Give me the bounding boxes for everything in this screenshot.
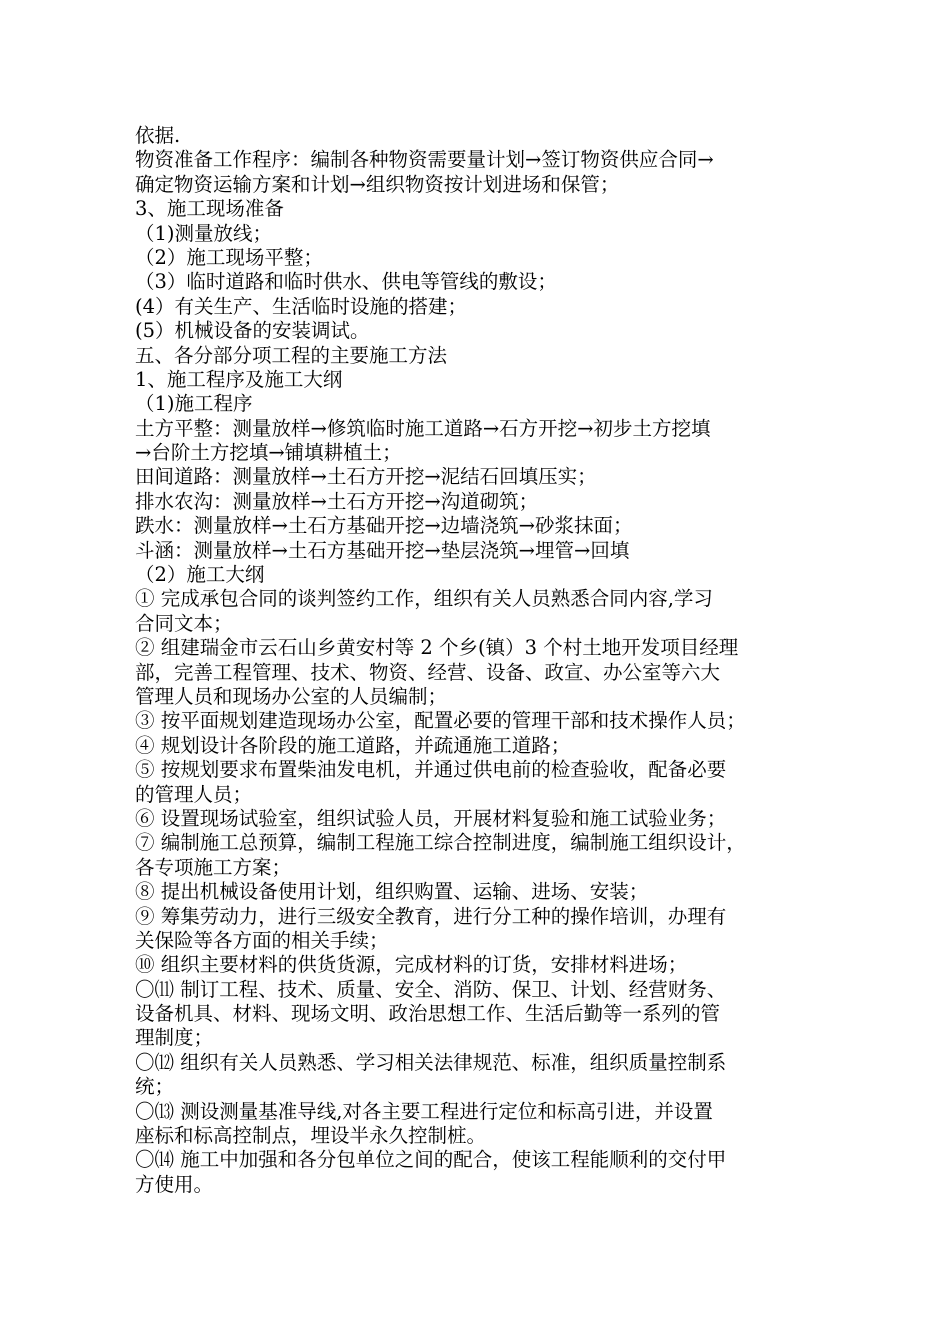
- list-item: （1)测量放线；: [135, 221, 273, 245]
- text-line: 田间道路：测量放样→土石方开挖→泥结石回填压实；: [135, 465, 597, 489]
- list-item-continuation: 统；: [135, 1075, 175, 1099]
- list-item: ⑤ 按规划要求布置柴油发电机，并通过供电前的检查验收，配备必要: [135, 758, 727, 782]
- section-heading: 1、施工程序及施工大纲: [135, 367, 343, 391]
- list-item: （2）施工现场平整；: [135, 245, 323, 269]
- text-line: →台阶土方挖填→铺填耕植土；: [135, 441, 402, 465]
- list-item-continuation: 管理人员和现场办公室的人员编制；: [135, 684, 448, 708]
- text-line: 排水农沟：测量放样→土石方开挖→沟道砌筑；: [135, 489, 539, 513]
- list-item: 〇⑿ 组织有关人员熟悉、学习相关法律规范、标准，组织质量控制系: [135, 1050, 727, 1074]
- list-item-continuation: 部，完善工程管理、技术、物资、经营、设备、政宣、办公室等六大: [135, 660, 721, 684]
- list-item: 〇⒁ 施工中加强和各分包单位之间的配合，使该工程能顺利的交付甲: [135, 1148, 727, 1172]
- list-item: ① 完成承包合同的谈判签约工作，组织有关人员熟悉合同内容,学习: [135, 587, 713, 611]
- subsection-heading: （2）施工大纲: [135, 563, 265, 587]
- document-body: [135, 124, 825, 1197]
- list-item: （3）临时道路和临时供水、供电等管线的敷设；: [135, 270, 557, 294]
- list-item-continuation: 各专项施工方案；: [135, 855, 292, 879]
- list-item: ⑨ 筹集劳动力，进行三级安全教育，进行分工种的操作培训，办理有: [135, 904, 727, 928]
- text-line: 跌水：测量放样→土石方基础开挖→边墙浇筑→砂浆抹面；: [135, 514, 633, 538]
- list-item: ⑧ 提出机械设备使用计划，组织购置、运输、进场、安装；: [135, 880, 649, 904]
- list-item-continuation: 设备机具、材料、现场文明、政治思想工作、生活后勤等一系列的管: [135, 1002, 721, 1026]
- list-item: 〇⒀ 测设测量基准导线,对各主要工程进行定位和标高引进，并设置: [135, 1099, 713, 1123]
- list-item: ⑥ 设置现场试验室，组织试验人员，开展材料复验和施工试验业务；: [135, 806, 727, 830]
- list-item-continuation: 理制度；: [135, 1026, 214, 1050]
- list-item-continuation: 关保险等各方面的相关手续；: [135, 928, 389, 952]
- section-heading: 3、施工现场准备: [135, 197, 284, 221]
- list-item: ⑩ 组织主要材料的供货货源，完成材料的订货，安排材料进场；: [135, 953, 688, 977]
- text-line: 物资准备工作程序：编制各种物资需要量计划→签订物资供应合同→: [135, 148, 714, 172]
- list-item: ④ 规划设计各阶段的施工道路，并疏通施工道路；: [135, 733, 571, 757]
- list-item-continuation: 方使用。: [135, 1172, 214, 1196]
- section-heading: 五、各分部分项工程的主要施工方法: [135, 343, 448, 367]
- list-item: ③ 按平面规划建造现场办公室，配置必要的管理干部和技术操作人员；: [135, 709, 746, 733]
- list-item: (5）机械设备的安装调试。: [135, 319, 370, 343]
- text-line: 斗涵：测量放样→土石方基础开挖→垫层浇筑→埋管→回填: [135, 538, 630, 562]
- list-item: 〇⑾ 制订工程、技术、质量、安全、消防、保卫、计划、经营财务、: [135, 977, 727, 1001]
- list-item: ② 组建瑞金市云石山乡黄安村等 2 个乡(镇）3 个村土地开发项目经理: [135, 636, 739, 660]
- list-item-continuation: 合同文本；: [135, 611, 233, 635]
- subsection-heading: （1)施工程序: [135, 392, 253, 416]
- text-line: 依据.: [135, 124, 181, 147]
- list-item-continuation: 的管理人员；: [135, 782, 253, 806]
- list-item-continuation: 座标和标高控制点，埋设半永久控制桩。: [135, 1124, 487, 1148]
- list-item: ⑦ 编制施工总预算，编制工程施工综合控制进度，编制施工组织设计，: [135, 831, 746, 855]
- list-item: (4）有关生产、生活临时设施的搭建；: [135, 294, 468, 318]
- text-line: 确定物资运输方案和计划→组织物资按计划进场和保管；: [135, 172, 620, 196]
- text-line: 土方平整：测量放样→修筑临时施工道路→石方开挖→初步土方挖填: [135, 416, 711, 440]
